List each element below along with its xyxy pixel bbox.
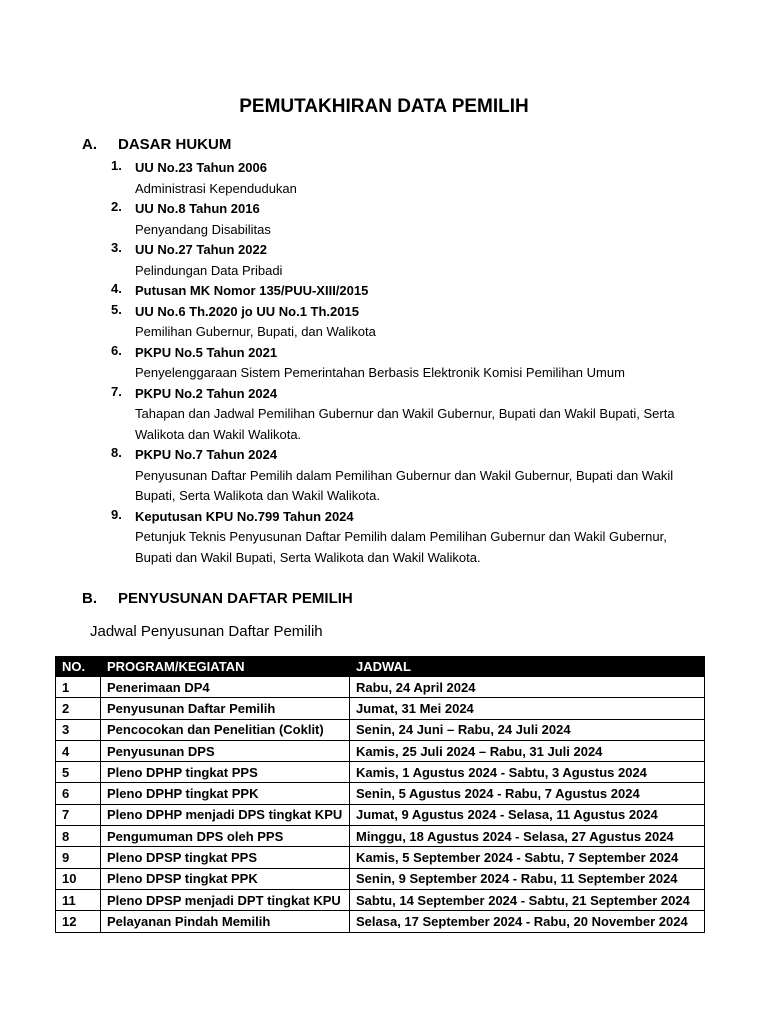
column-header-program: PROGRAM/KEGIATAN [101, 657, 350, 677]
cell-program: Pleno DPSP tingkat PPK [101, 868, 350, 889]
cell-jadwal: Senin, 9 September 2024 - Rabu, 11 September 2024 [350, 868, 705, 889]
law-description: Tahapan dan Jadwal Pemilihan Gubernur dan Wakil Gubernur, Bupati dan Wakil Bupati, Serta Walikota dan Wakil Walikota. [135, 406, 675, 442]
section-title: DASAR HUKUM [118, 136, 232, 153]
cell-program: Pleno DPSP menjadi DPT tingkat KPU [101, 889, 350, 910]
table-row [56, 719, 705, 740]
list-item [108, 302, 688, 343]
cell-jadwal: Kamis, 5 September 2024 - Sabtu, 7 September 2024 [350, 847, 705, 868]
list-item [108, 240, 688, 281]
law-description: Penyusunan Daftar Pemilih dalam Pemilihan Gubernur dan Wakil Gubernur, Bupati dan Wakil Bupati, Serta Walikota dan Wakil Walikota. [135, 467, 674, 503]
cell-program: Pencocokan dan Penelitian (Coklit) [101, 719, 350, 740]
schedule-subtitle: Jadwal Penyusunan Daftar Pemilih [90, 623, 323, 640]
table-row [56, 826, 705, 847]
list-item [108, 199, 688, 240]
item-number: 6. [111, 342, 122, 358]
item-number: 1. [111, 158, 122, 173]
list-item [108, 281, 688, 302]
column-header-jadwal: JADWAL [350, 657, 705, 677]
item-number: 4. [111, 281, 122, 296]
law-title: Keputusan KPU No.799 Tahun 2024 [135, 508, 354, 524]
cell-no: 5 [56, 762, 101, 783]
section-letter: A. [82, 136, 97, 153]
column-header-no: NO. [56, 657, 101, 677]
cell-jadwal: Senin, 24 Juni – Rabu, 24 Juli 2024 [350, 719, 705, 740]
law-title: UU No.6 Th.2020 jo UU No.1 Th.2015 [135, 303, 359, 319]
cell-no: 1 [56, 677, 101, 698]
cell-no: 8 [56, 826, 101, 847]
law-title: Putusan MK Nomor 135/PUU-XIII/2015 [135, 283, 369, 298]
cell-jadwal: Senin, 5 Agustus 2024 - Rabu, 7 Agustus 2024 [350, 783, 705, 804]
item-number: 3. [111, 240, 122, 255]
list-item [108, 445, 688, 507]
cell-jadwal: Kamis, 25 Juli 2024 – Rabu, 31 Juli 2024 [350, 740, 705, 761]
cell-no: 2 [56, 698, 101, 719]
law-description: Penyelenggaraan Sistem Pemerintahan Berbasis Elektronik Komisi Pemilihan Umum [135, 365, 625, 380]
table-header-row [56, 657, 705, 677]
cell-jadwal: Rabu, 24 April 2024 [350, 677, 705, 698]
law-title: PKPU No.7 Tahun 2024 [135, 447, 278, 462]
cell-no: 9 [56, 847, 101, 868]
list-item [108, 507, 688, 569]
list-item [108, 343, 688, 384]
table-row [56, 740, 705, 761]
law-description: Administrasi Kependudukan [135, 180, 297, 196]
table-row [56, 868, 705, 889]
table-row [56, 889, 705, 910]
item-number: 5. [111, 301, 122, 317]
law-description: Pemilihan Gubernur, Bupati, dan Walikota [135, 324, 376, 339]
table-row [56, 911, 705, 932]
cell-jadwal: Sabtu, 14 September 2024 - Sabtu, 21 September 2024 [350, 889, 705, 910]
cell-no: 12 [56, 911, 101, 932]
section-letter: B. [82, 590, 97, 607]
cell-no: 3 [56, 719, 101, 740]
schedule-table [55, 656, 705, 933]
cell-jadwal: Jumat, 9 Agustus 2024 - Selasa, 11 Agustus 2024 [350, 804, 705, 825]
cell-program: Pelayanan Pindah Memilih [101, 911, 350, 932]
cell-program: Pleno DPHP tingkat PPS [101, 762, 350, 783]
cell-no: 6 [56, 783, 101, 804]
item-number: 7. [111, 383, 122, 399]
page-title: PEMUTAKHIRAN DATA PEMILIH [239, 96, 529, 117]
table-row [56, 698, 705, 719]
cell-jadwal: Selasa, 17 September 2024 - Rabu, 20 November 2024 [350, 911, 705, 932]
cell-no: 4 [56, 740, 101, 761]
law-description: Penyandang Disabilitas [135, 221, 271, 237]
section-title: PENYUSUNAN DAFTAR PEMILIH [118, 590, 353, 607]
table-row [56, 783, 705, 804]
item-number: 2. [111, 199, 122, 214]
cell-program: Penyusunan Daftar Pemilih [101, 698, 350, 719]
section-heading-penyusunan-daftar-pemilih [82, 590, 353, 607]
table-row [56, 762, 705, 783]
list-item [108, 158, 688, 199]
cell-program: Pleno DPHP menjadi DPS tingkat KPU [101, 804, 350, 825]
item-number: 8. [111, 445, 122, 460]
law-title: UU No.27 Tahun 2022 [135, 242, 267, 257]
law-description: Petunjuk Teknis Penyusunan Daftar Pemilih dalam Pemilihan Gubernur dan Wakil Gubernur, Bupati dan Wakil Bupati, Serta Walikota dan Wakil Walikota. [135, 529, 667, 565]
cell-no: 10 [56, 868, 101, 889]
cell-program: Pleno DPSP tingkat PPS [101, 847, 350, 868]
cell-jadwal: Minggu, 18 Agustus 2024 - Selasa, 27 Agustus 2024 [350, 826, 705, 847]
table-row [56, 804, 705, 825]
section-heading-dasar-hukum [82, 136, 231, 153]
law-title: UU No.23 Tahun 2006 [135, 160, 267, 175]
cell-program: Penyusunan DPS [101, 740, 350, 761]
law-title: UU No.8 Tahun 2016 [135, 201, 260, 216]
cell-program: Pleno DPHP tingkat PPK [101, 783, 350, 804]
law-title: PKPU No.5 Tahun 2021 [135, 344, 278, 360]
table-row [56, 677, 705, 698]
cell-program: Penerimaan DP4 [101, 677, 350, 698]
table-row [56, 847, 705, 868]
law-description: Pelindungan Data Pribadi [135, 262, 283, 278]
legal-basis-list [108, 158, 688, 568]
cell-program: Pengumuman DPS oleh PPS [101, 826, 350, 847]
law-title: PKPU No.2 Tahun 2024 [135, 385, 278, 401]
cell-no: 7 [56, 804, 101, 825]
cell-jadwal: Jumat, 31 Mei 2024 [350, 698, 705, 719]
list-item [108, 384, 688, 446]
cell-jadwal: Kamis, 1 Agustus 2024 - Sabtu, 3 Agustus 2024 [350, 762, 705, 783]
item-number: 9. [111, 506, 122, 522]
cell-no: 11 [56, 889, 101, 910]
